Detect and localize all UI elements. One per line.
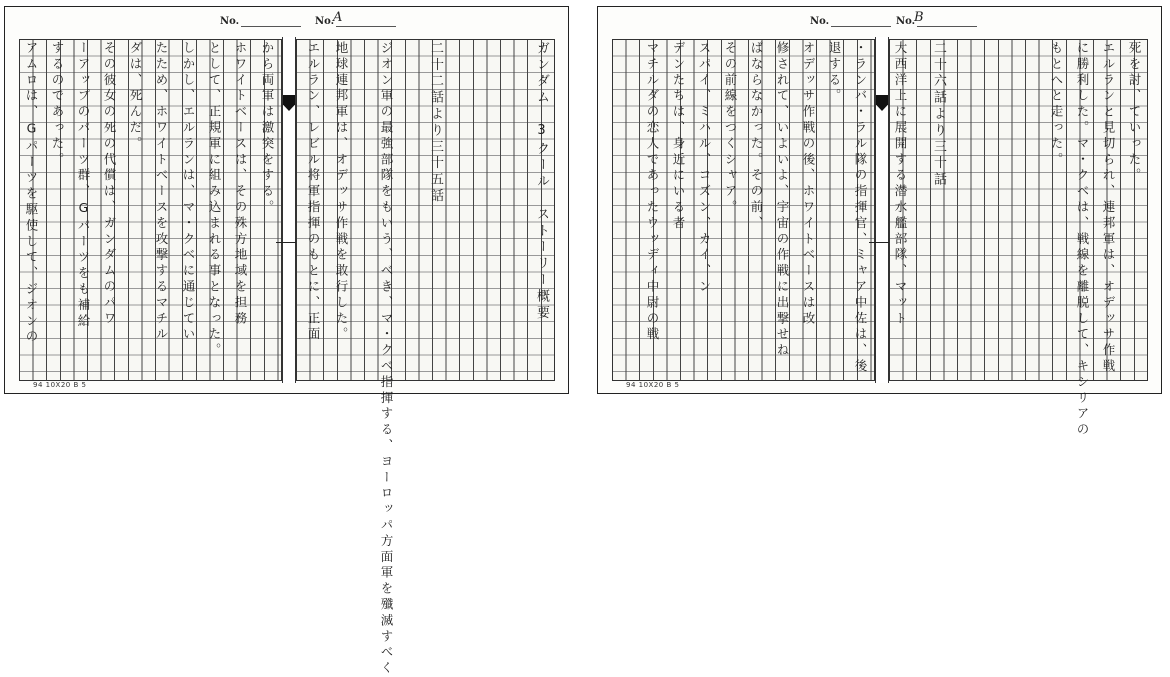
column-text: その彼女の死の代償は、ガンダムのパワ — [102, 41, 117, 328]
column-text: ・ランバ・ラル隊の指揮官、ミャア中佐は、後 — [853, 41, 868, 375]
column-text: アムロは、Gパーツを駆使して、ジオンの — [24, 41, 39, 346]
center-gutter — [282, 37, 296, 383]
column-text: 地球連邦軍は、オデッサ作戦を敢行した。 — [334, 41, 349, 344]
column-text: ダは、死んだ。 — [128, 41, 143, 153]
column-text: エルラン、レビル将軍指揮のもとに、正面 — [306, 41, 321, 344]
manuscript-page-a — [4, 6, 569, 677]
column-text: オデッサ作戦の後、ホワイトベースは改 — [801, 41, 816, 328]
header-no-a2 — [315, 10, 396, 27]
fishtail-mark-icon — [283, 95, 295, 111]
column-text: しかし、エルランは、マ・クベに通じてい — [181, 41, 196, 344]
column-text: マチルダの恋人であったウッディ中尉の戦 — [645, 41, 660, 344]
column-text: ジオン軍の最強部隊をもいう、べき、マ・クベ指揮する、ヨーロッパ方面軍を殲滅すべく — [379, 41, 394, 677]
center-gutter — [875, 37, 889, 383]
column-text: から両軍は激突をする。 — [260, 41, 275, 216]
header-no-a1 — [220, 16, 301, 27]
column-text: 退する。 — [827, 41, 842, 105]
page-number: A — [333, 10, 343, 25]
column-text: もとへと走った。 — [1049, 41, 1064, 169]
paper-footer: 94 10X20 B 5 — [626, 381, 680, 389]
column-text: 二十二話より三十五話 — [428, 41, 443, 205]
column-text: デンたちは、身近にいる者 — [671, 41, 686, 232]
manuscript-page-b — [597, 6, 1162, 439]
column-text: するのであった。 — [50, 41, 65, 169]
column-text: ガンダム 3クール ストーリー概要 — [534, 41, 549, 322]
header-no-label: No. — [810, 16, 830, 27]
column-text: スパイ、ミハル、コズン、カイ、ン — [697, 41, 712, 296]
page-number: B — [914, 10, 924, 25]
column-text: ばならなかった。その前、 — [749, 41, 764, 232]
header-no-b1 — [810, 16, 891, 27]
column-text: 死を討、ていった。 — [1127, 41, 1142, 185]
column-text: 修されて、いよいよ、宇宙の作戦に出撃せね — [775, 41, 790, 359]
column-text: エルランと見切られ、連邦軍は、オデッサ作戦 — [1101, 41, 1116, 375]
paper-footer: 94 10X20 B 5 — [33, 381, 87, 389]
column-text: 二十六話より三十話 — [931, 41, 946, 189]
header-no-label: No. — [220, 16, 240, 27]
column-text: 大西洋上に展開する潜水艦部隊、マット — [893, 41, 908, 328]
column-text: ーアップのパーツ群、Gパーツをも補給 — [76, 41, 91, 330]
header-no-b2 — [896, 10, 977, 27]
column-text: その前線をつくシャア。 — [723, 41, 738, 216]
column-text: たため、ホワイトベースを攻撃するマチル — [154, 41, 169, 344]
column-text: ホワイトベースは、その殊方地域を担務 — [233, 41, 248, 328]
header-no-label: No. — [896, 16, 916, 27]
column-text: に勝利した。マ・クベは、戦線を離脱して、キシリアの — [1075, 41, 1090, 439]
column-text: として、正規軍に組み込まれる事となった。 — [207, 41, 222, 359]
header-no-label: No. — [315, 16, 335, 27]
fishtail-mark-icon — [876, 95, 888, 111]
